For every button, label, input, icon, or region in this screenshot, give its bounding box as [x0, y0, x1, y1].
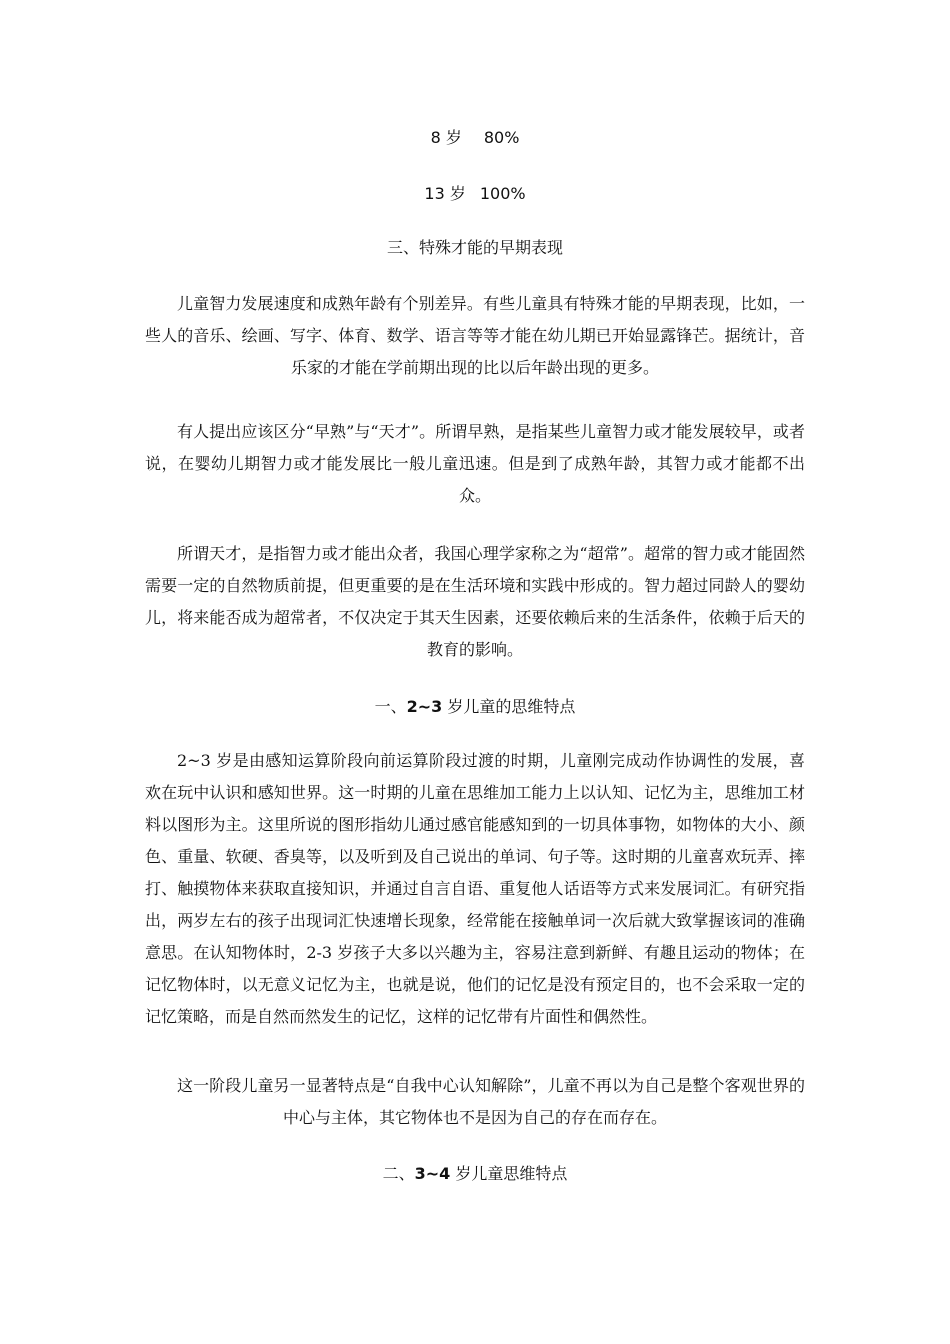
paragraph-individual-differences: 儿童智力发展速度和成熟年龄有个别差异。有些儿童具有特殊才能的早期表现，比如，一些人的音乐、绘画、写字、体育、数学、语言等等才能在幼儿期已开始显露锋芒。据统计，音乐家的才能在学前期出现的比以后年龄出现的更多。: [145, 294, 805, 377]
heading-suffix: 岁儿童的思维特点: [442, 697, 576, 716]
paragraph-egocentrism: 这一阶段儿童另一显著特点是“自我中心认知解除”，儿童不再以为自己是整个客观世界的中心与主体，其它物体也不是因为自己的存在而存在。: [177, 1076, 805, 1127]
heading-age-range: 3~4: [414, 1164, 451, 1183]
stat-age: 13 岁: [424, 184, 466, 203]
stat-line-13: [145, 184, 805, 204]
stat-age: 8 岁: [430, 128, 462, 147]
heading-suffix: 岁儿童思维特点: [450, 1164, 568, 1183]
heading-age-3-4: [145, 1164, 805, 1184]
heading-prefix: 二、: [382, 1164, 415, 1183]
paragraph-2-3-thinking: 2~3 岁是由感知运算阶段向前运算阶段过渡的时期，儿童刚完成动作协调性的发展，喜欢在玩中认识和感知世界。这一时期的儿童在思维加工能力上以认知、记忆为主，思维加工材料以图形为主。这里所说的图形指幼儿通过感官能感知到的一切具体事物，如物体的大小、颜色、重量、软硬、香臭等，以及听到及自己说出的单词、句子等。这时期的儿童喜欢玩弄、摔打、触摸物体来获取直接知识，并通过自言自语、重复他人话语等方式来发展词汇。有研究指出，两岁左右的孩子出现词汇快速增长现象，经常能在接触单词一次后就大致掌握该词的准确意思。在认知物体时，2-3 岁孩子大多以兴趣为主，容易注意到新鲜、有趣且运动的物体；在记忆物体时，以无意义记忆为主，也就是说，他们的记忆是没有预定目的，也不会采取一定的记忆策略，而是自然而然发生的记忆，这样的记忆带有片面性和偶然性。: [145, 751, 805, 1026]
heading-age-range: 2~3: [406, 697, 443, 716]
paragraph-precocity: 有人提出应该区分“早熟”与“天才”。所谓早熟，是指某些儿童智力或才能发展较早，或者说，在婴幼儿期智力或才能发展比一般儿童迅速。但是到了成熟年龄，其智力或才能都不出众。: [145, 422, 805, 505]
stat-line-8: [145, 128, 805, 148]
section-title-special-talent: 三、特殊才能的早期表现: [386, 238, 563, 257]
heading-prefix: 一、: [374, 697, 407, 716]
paragraph-genius: 所谓天才，是指智力或才能出众者，我国心理学家称之为“超常”。超常的智力或才能固然需要一定的自然物质前提，但更重要的是在生活环境和实践中形成的。智力超过同龄人的婴幼儿，将来能否成为超常者，不仅决定于其天生因素，还要依赖后来的生活条件，依赖于后天的教育的影响。: [145, 544, 805, 659]
stat-percent: 80%: [483, 128, 520, 147]
heading-age-2-3: [145, 697, 805, 717]
stat-percent: 100%: [479, 184, 526, 203]
